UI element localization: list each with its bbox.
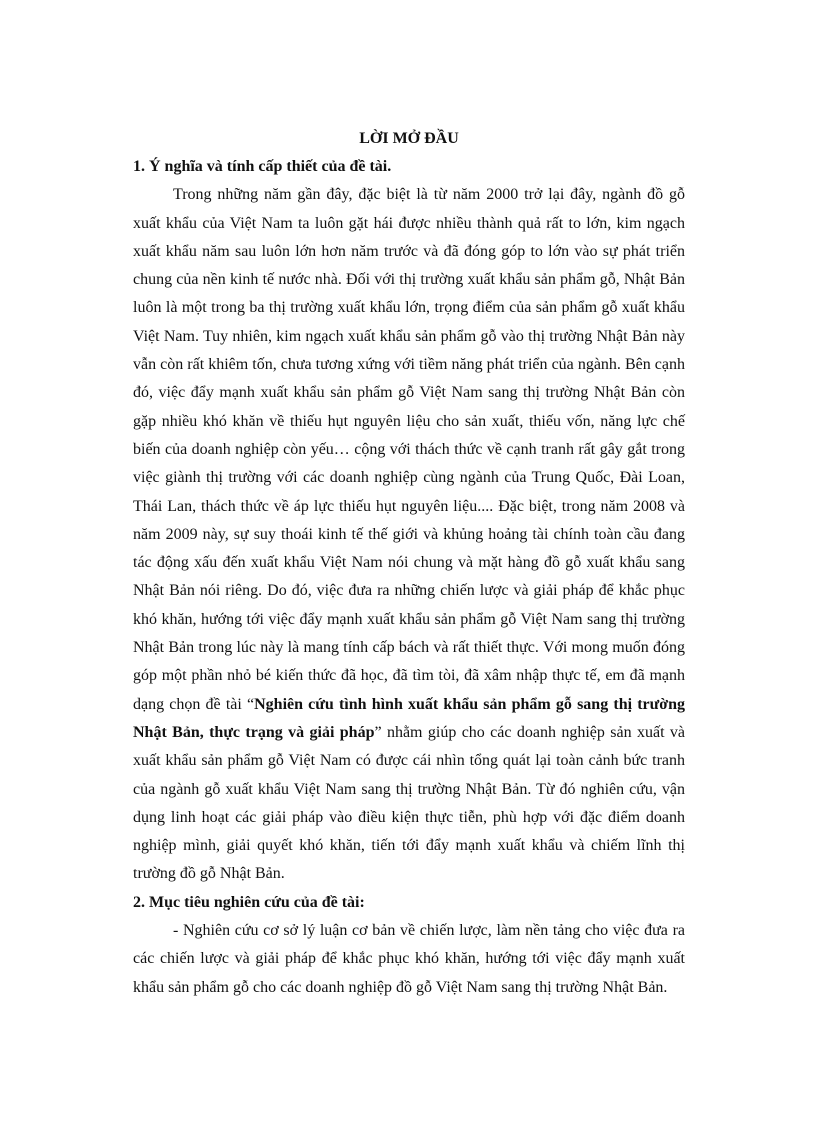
section-1-paragraph — [133, 181, 685, 888]
section-1-heading: 1. Ý nghĩa và tính cấp thiết của đề tài. — [133, 158, 392, 175]
section-1-text-part-1: Trong những năm gần đây, đặc biệt là từ năm 2000 trở lại đây, ngành đồ gỗ xuất khẩu của Việt Nam ta luôn gặt hái được nhiều thành quả rất to lớn, kim ngạch xuất khẩu năm sau luôn lớn hơn năm trước và đã đóng góp to lớn vào sự phát triển chung của nền kinh tế nước nhà. Đối với thị trường xuất khẩu sản phẩm gỗ, Nhật Bản luôn là một trong ba thị trường xuất khẩu lớn, trọng điểm của sản phẩm gỗ xuất khẩu Việt Nam. Tuy nhiên, kim ngạch xuất khẩu sản phẩm gỗ vào thị trường Nhật Bản này vẫn còn rất khiêm tốn, chưa tương xứng với tiềm năng phát triển của ngành. Bên cạnh đó, việc đẩy mạnh xuất khẩu sản phẩm gỗ Việt Nam sang thị trường Nhật Bản còn gặp nhiều khó khăn về thiếu hụt nguyên liệu cho sản xuất, thiếu vốn, năng lực chế biến của doanh nghiệp còn yếu… cộng với thách thức về cạnh tranh rất gây gắt trong việc giành thị trường với các doanh nghiệp cùng ngành của Trung Quốc, Đài Loan, Thái Lan, thách thức về áp lực thiếu hụt nguyên liệu.... Đặc biệt, trong năm 2008 và năm 2009 này, sự suy thoái kinh tế thế giới và khủng hoảng tài chính toàn cầu đang tác động xấu đến xuất khẩu Việt Nam nói chung và mặt hàng đồ gỗ xuất khẩu sang Nhật Bản nói riêng. Do đó, việc đưa ra những chiến lược và giải pháp để khắc phục khó khăn, hướng tới việc đẩy mạnh xuất khẩu sản phẩm gỗ Việt Nam sang thị trường Nhật Bản trong lúc này là mang tính cấp bách và rất thiết thực. Với mong muốn đóng góp một phần nhỏ bé kiến thức đã học, đã tìm tòi, đã xâm nhập thực tế, em đã mạnh dạng chọn đề tài “ — [133, 186, 685, 713]
document-page — [133, 125, 685, 1002]
section-1-text-part-2: ” nhằm giúp cho các doanh nghiệp sản xuất và xuất khẩu sản phẩm gỗ Việt Nam có được cái nhìn tổng quát lại toàn cảnh bức tranh của ngành gỗ xuất khẩu Việt Nam sang thị trường Nhật Bản. Từ đó nghiên cứu, vận dụng linh hoạt các giải pháp vào điều kiện thực tiễn, phù hợp với đặc điểm doanh nghiệp mình, giải quyết khó khăn, tiến tới đẩy mạnh xuất khẩu và chiếm lĩnh thị trường đồ gỗ Nhật Bản. — [133, 723, 685, 883]
document-title: LỜI MỞ ĐẦU — [359, 130, 459, 147]
section-2-paragraph: - Nghiên cứu cơ sở lý luận cơ bản về chiến lược, làm nền tảng cho việc đưa ra các chiến lược và giải pháp để khắc phục khó khăn, hướng tới việc đẩy mạnh xuất khẩu sản phẩm gỗ cho các doanh nghiệp đồ gỗ Việt Nam sang thị trường Nhật Bản. — [133, 922, 685, 996]
section-1-thesis-title: Nghiên cứu tình hình xuất khẩu sản phẩm gỗ sang thị trường Nhật Bản, thực trạng và giải pháp — [133, 695, 686, 741]
section-2-heading: 2. Mục tiêu nghiên cứu của đề tài: — [133, 893, 365, 911]
